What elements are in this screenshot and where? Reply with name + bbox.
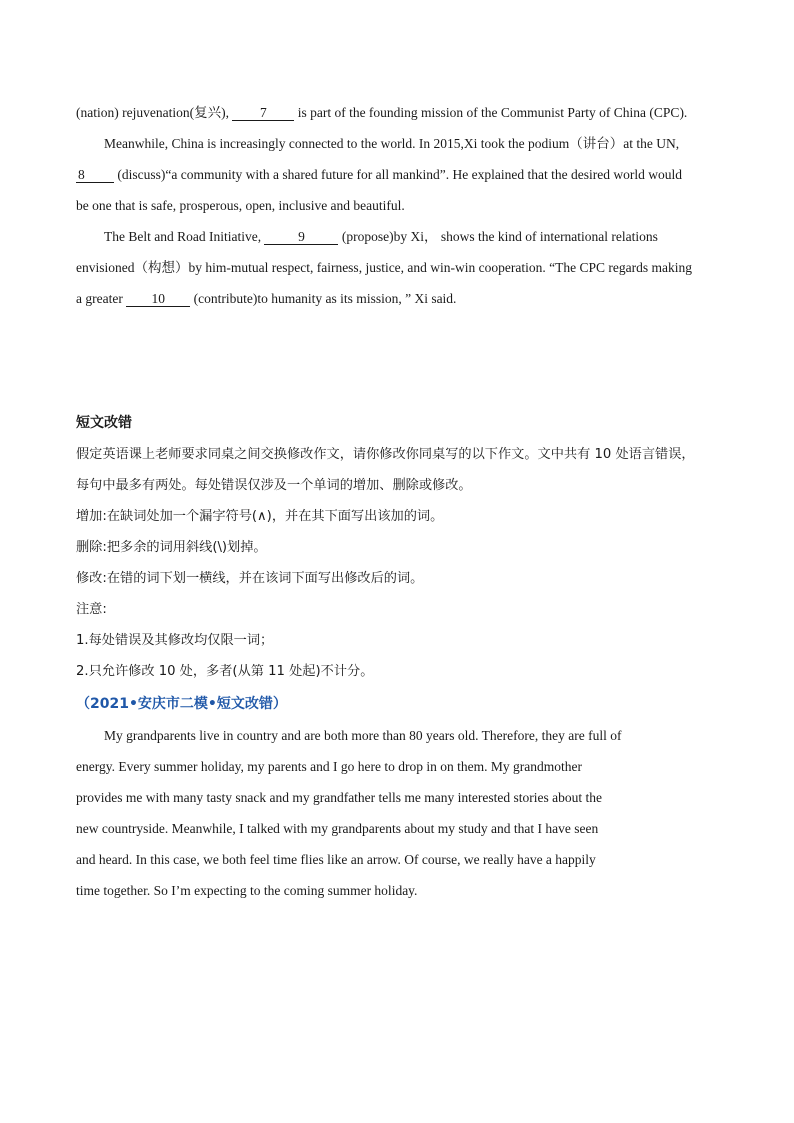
passage1-line-2: Meanwhile, China is increasingly connected to the world. In 2015,Xi took the podium（讲台）at the UN, <box>104 136 680 151</box>
note-item-1: 1.每处错误及其修改均仅限一词； <box>76 633 274 648</box>
instruction-modify: 修改:在错的词下划一横线，并在该词下面写出修改后的词。 <box>76 571 424 586</box>
note-label: 注意: <box>76 602 107 617</box>
passage1-text: a greater <box>76 291 123 306</box>
passage1-line-5 <box>104 228 720 246</box>
question-source-title: （2021•安庆市二模•短文改错） <box>76 696 287 712</box>
passage1-line-3 <box>76 166 720 184</box>
passage1-text: (discuss)“a community with a shared future for all mankind”. He explained that the desired world would <box>117 167 682 182</box>
passage2-line-1: My grandparents live in country and are both more than 80 years old. Therefore, they are full of <box>104 728 622 743</box>
passage1-text: is part of the founding mission of the Communist Party of China (CPC). <box>297 105 688 120</box>
passage1-line-1 <box>76 104 720 122</box>
blank-9: 9 <box>264 229 338 245</box>
passage1-text: The Belt and Road Initiative, <box>104 229 262 244</box>
instruction-line-2: 每句中最多有两处。每处错误仅涉及一个单词的增加、删除或修改。 <box>76 478 472 493</box>
instruction-delete: 删除:把多余的词用斜线(\)划掉。 <box>76 540 267 555</box>
note-item-2: 2.只允许修改 10 处，多者(从第 11 处起)不计分。 <box>76 664 374 679</box>
passage1-text: (contribute)to humanity as its mission, ” Xi said. <box>193 291 457 306</box>
passage1-text: (propose)by Xi， shows the kind of international relations <box>341 229 658 244</box>
blank-7: 7 <box>232 105 294 121</box>
passage1-line-7 <box>76 290 720 308</box>
passage2-line-5: and heard. In this case, we both feel time flies like an arrow. Of course, we really have a happily <box>76 852 596 867</box>
passage2-line-2: energy. Every summer holiday, my parents and I go here to drop in on them. My grandmother <box>76 759 582 774</box>
instruction-line-1: 假定英语课上老师要求同桌之间交换修改作文，请你修改你同桌写的以下作文。文中共有 10 处语言错误， <box>76 447 695 462</box>
passage2-line-4: new countryside. Meanwhile, I talked with my grandparents about my study and that I have seen <box>76 821 599 836</box>
section-heading: 短文改错 <box>76 415 132 431</box>
instruction-add: 增加:在缺词处加一个漏字符号(∧)，并在其下面写出该加的词。 <box>76 509 444 524</box>
passage1-line-4: be one that is safe, prosperous, open, inclusive and beautiful. <box>76 198 405 213</box>
passage2-line-3: provides me with many tasty snack and my grandfather tells me many interested stories about the <box>76 790 602 805</box>
passage1-text: (nation) rejuvenation(复兴), <box>76 105 229 120</box>
blank-8: 8 <box>76 167 114 183</box>
passage1-line-6: envisioned（构想）by him-mutual respect, fairness, justice, and win-win cooperation. “The CPC regards making <box>76 260 692 275</box>
blank-10: 10 <box>126 291 190 307</box>
passage2-line-6: time together. So I’m expecting to the coming summer holiday. <box>76 883 418 898</box>
